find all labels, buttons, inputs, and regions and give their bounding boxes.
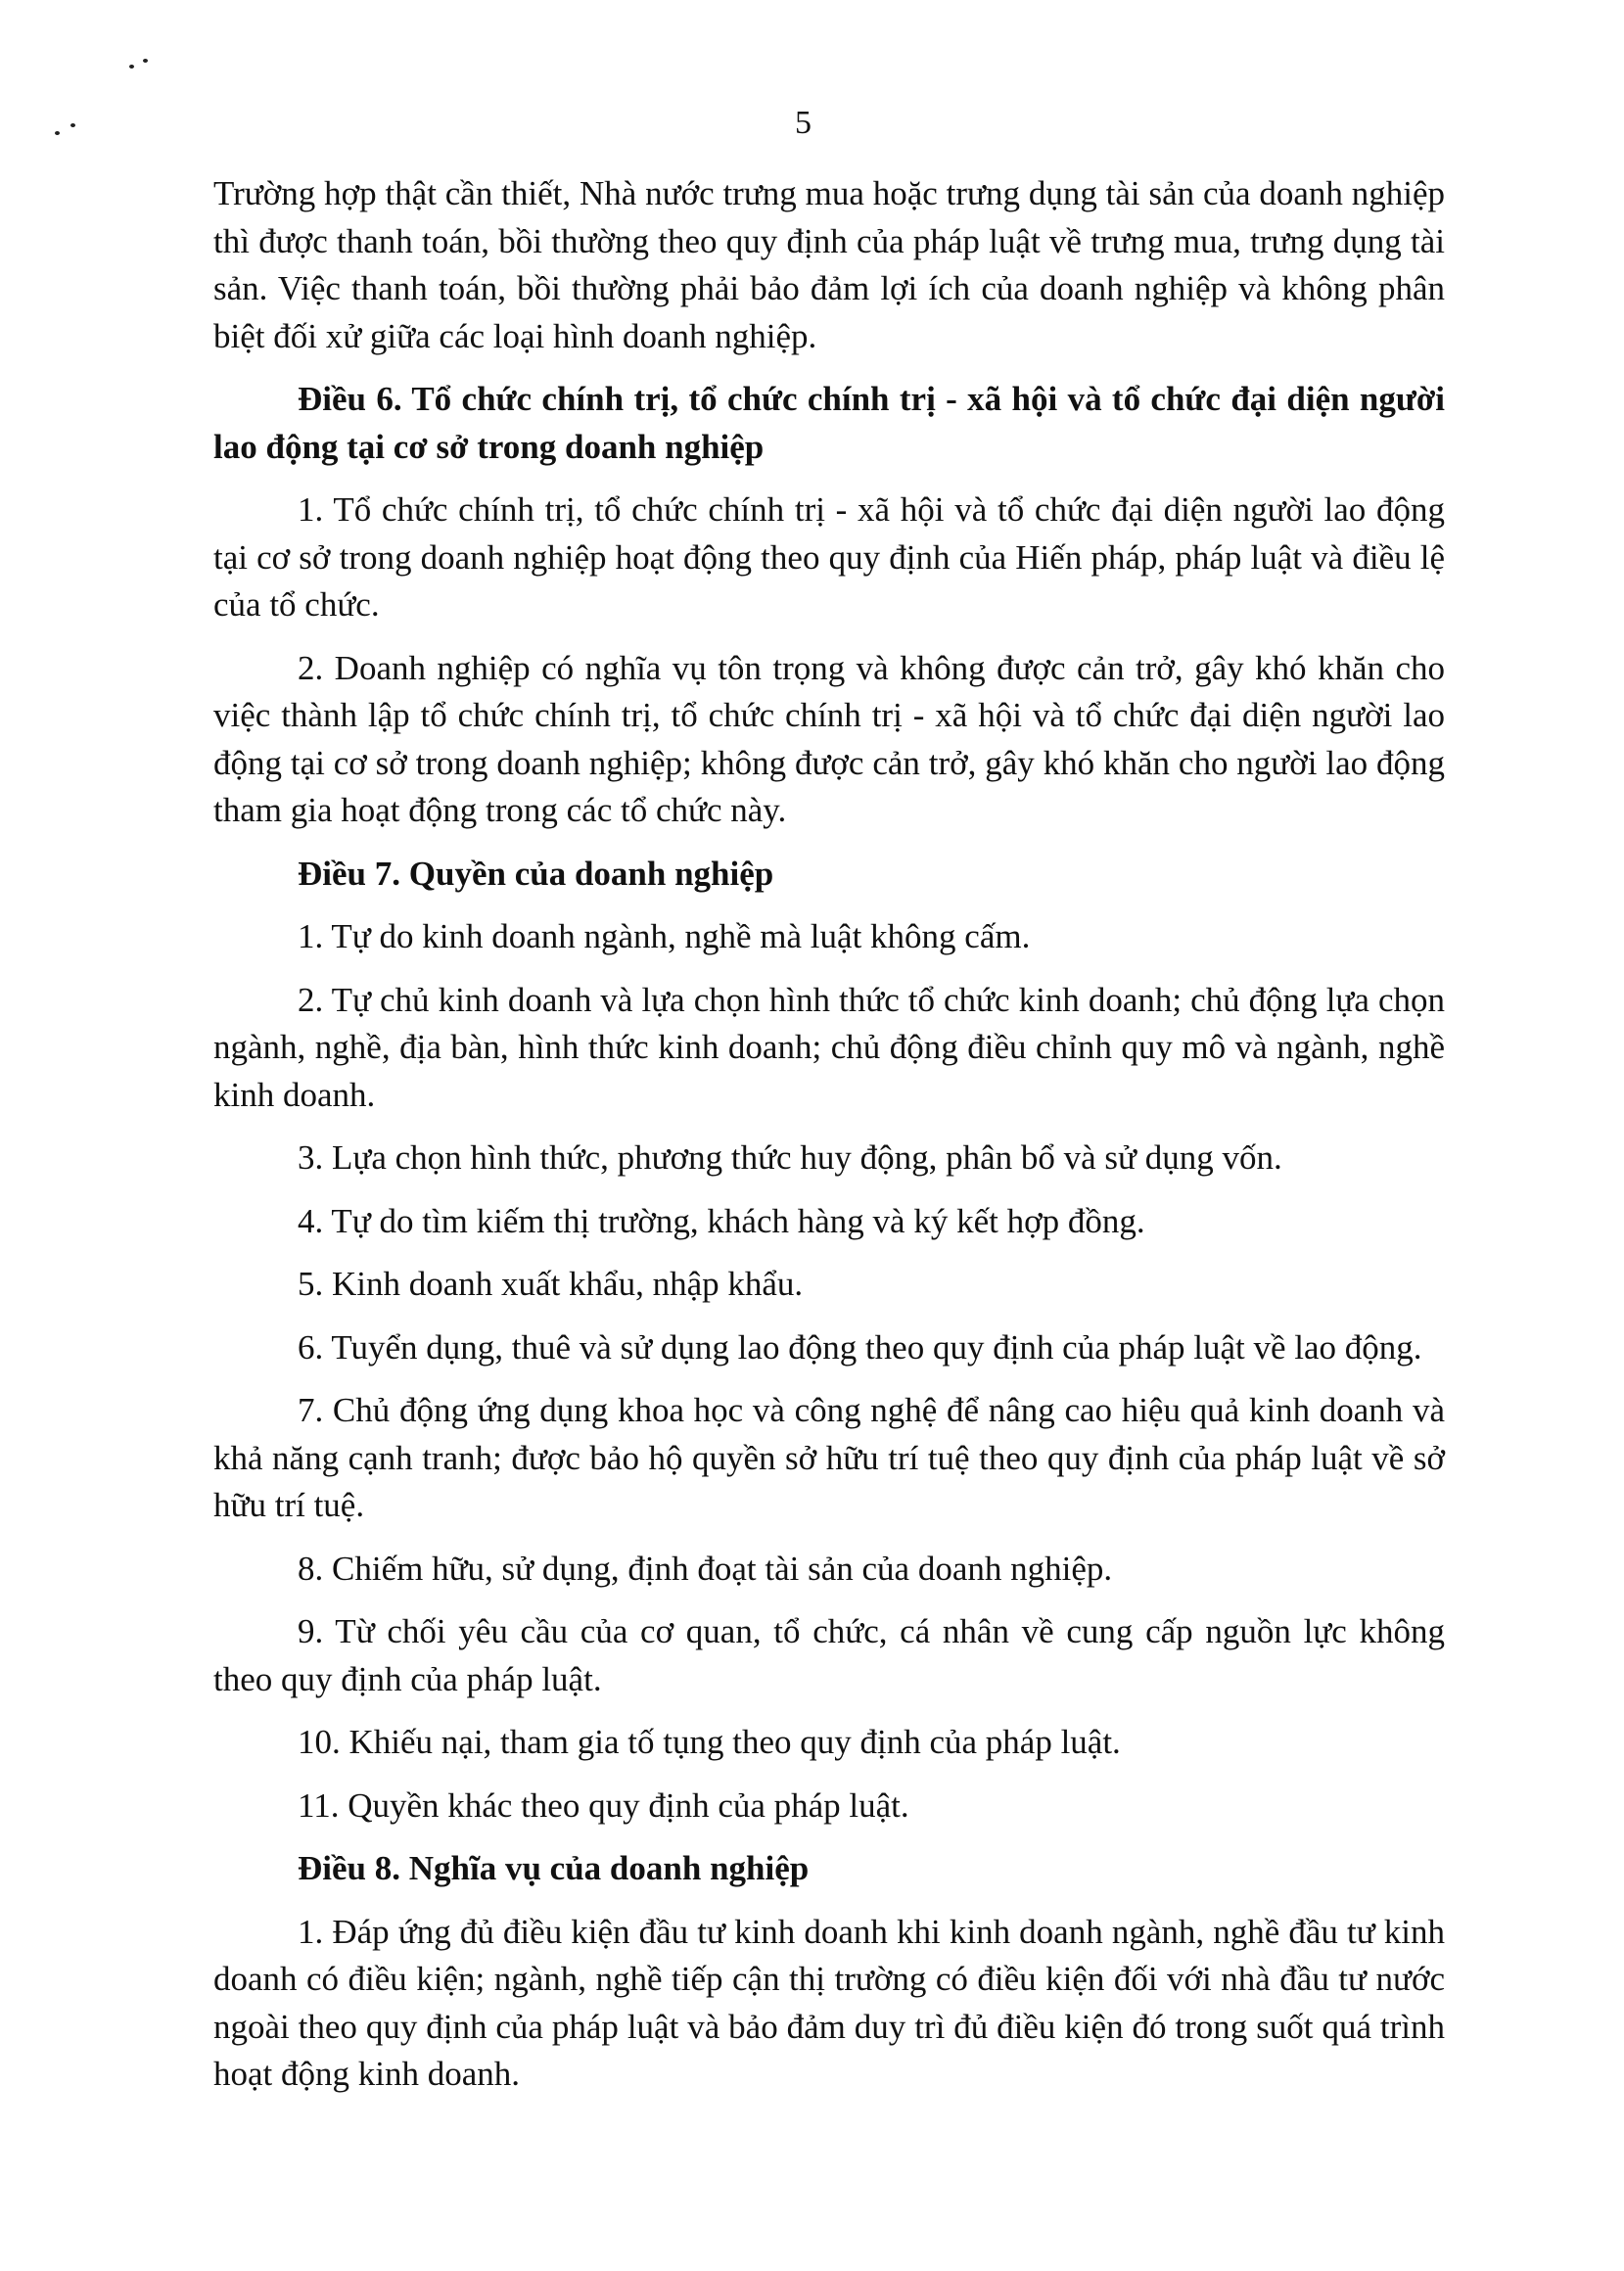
article-7-clause-1: 1. Tự do kinh doanh ngành, nghề mà luật không cấm. [298, 917, 1031, 955]
intro-paragraph: Trường hợp thật cần thiết, Nhà nước trưng mua hoặc trưng dụng tài sản của doanh nghiệp thì được thanh toán, bồi thường theo quy định của pháp luật về trưng mua, trưng dụng tài sản. Việc thanh toán, bồi thường phải bảo đảm lợi ích của doanh nghiệp và không phân biệt đối xử giữa các loại hình doanh nghiệp. [213, 174, 1445, 355]
page-number: 5 [795, 105, 812, 141]
article-6-heading: Điều 6. Tổ chức chính trị, tổ chức chính trị - xã hội và tổ chức đại diện người lao động tại cơ sở trong doanh nghiệp [213, 380, 1445, 466]
article-7-clause-7: 7. Chủ động ứng dụng khoa học và công nghệ để nâng cao hiệu quả kinh doanh và khả năng cạnh tranh; được bảo hộ quyền sở hữu trí tuệ theo quy định của pháp luật về sở hữu trí tuệ. [213, 1391, 1445, 1524]
article-7-clause-9: 9. Từ chối yêu cầu của cơ quan, tổ chức, cá nhân về cung cấp nguồn lực không theo quy định của pháp luật. [213, 1612, 1445, 1698]
scan-speck [129, 65, 134, 69]
article-7-clause-6: 6. Tuyển dụng, thuê và sử dụng lao động theo quy định của pháp luật về lao động. [298, 1327, 1422, 1367]
scan-speck [55, 131, 60, 135]
document-body [213, 170, 1445, 2114]
article-7-clause-2: 2. Tự chủ kinh doanh và lựa chọn hình thức tổ chức kinh doanh; chủ động lựa chọn ngành, nghề, địa bàn, hình thức kinh doanh; chủ động điều chỉnh quy mô và ngành, nghề kinh doanh. [213, 980, 1445, 1114]
article-7-heading: Điều 7. Quyền của doanh nghiệp [298, 854, 774, 893]
article-7-clause-10: 10. Khiếu nại, tham gia tố tụng theo quy định của pháp luật. [298, 1723, 1121, 1761]
article-7-clause-11: 11. Quyền khác theo quy định của pháp luật. [298, 1785, 909, 1825]
article-7-clause-5: 5. Kinh doanh xuất khẩu, nhập khẩu. [298, 1265, 804, 1303]
scan-speck [70, 123, 75, 127]
article-8-heading: Điều 8. Nghĩa vụ của doanh nghiệp [298, 1849, 810, 1887]
article-7-clause-3: 3. Lựa chọn hình thức, phương thức huy động, phân bổ và sử dụng vốn. [298, 1138, 1282, 1177]
article-6-clause-2: 2. Doanh nghiệp có nghĩa vụ tôn trọng và không được cản trở, gây khó khăn cho việc thành lập tổ chức chính trị, tổ chức chính trị - xã hội và tổ chức đại diện người lao động tại cơ sở trong doanh nghiệp; không được cản trở, gây khó khăn cho người lao động tham gia hoạt động trong các tổ chức này. [213, 648, 1445, 829]
article-6-clause-1: 1. Tổ chức chính trị, tổ chức chính trị - xã hội và tổ chức đại diện người lao động tại cơ sở trong doanh nghiệp hoạt động theo quy định của Hiến pháp, pháp luật và điều lệ của tổ chức. [213, 490, 1445, 624]
scan-speck [143, 59, 148, 63]
article-7-clause-8: 8. Chiếm hữu, sử dụng, định đoạt tài sản của doanh nghiệp. [298, 1549, 1113, 1588]
article-8-clause-1: 1. Đáp ứng đủ điều kiện đầu tư kinh doanh khi kinh doanh ngành, nghề đầu tư kinh doanh có điều kiện; ngành, nghề tiếp cận thị trường có điều kiện đối với nhà đầu tư nước ngoài theo quy định của pháp luật và bảo đảm duy trì đủ điều kiện đó trong suốt quá trình hoạt động kinh doanh. [213, 1912, 1445, 2093]
article-7-clause-4: 4. Tự do tìm kiếm thị trường, khách hàng và ký kết hợp đồng. [298, 1201, 1145, 1240]
